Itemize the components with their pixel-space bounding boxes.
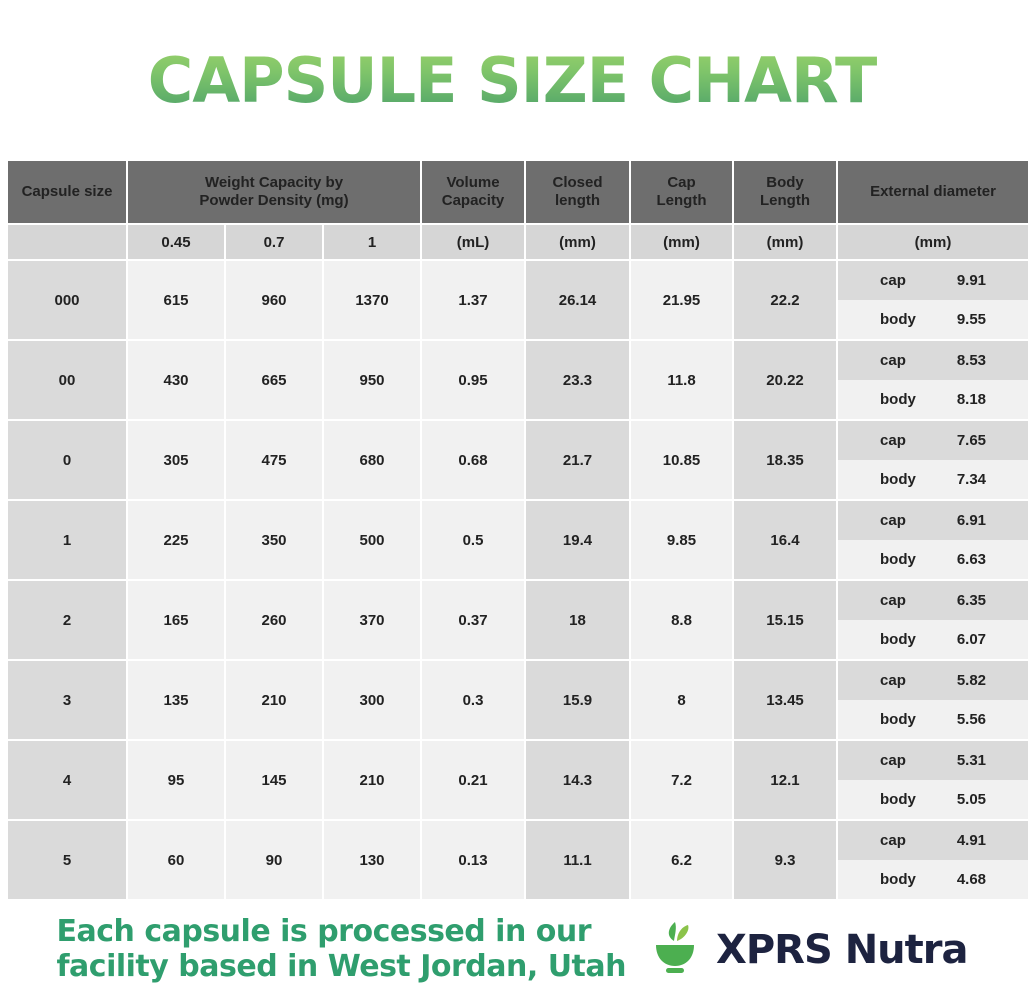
external-diameter-body-value: 8.18 (956, 391, 987, 409)
external-diameter-cap-value: 9.91 (956, 272, 987, 290)
external-diameter-body-row (838, 380, 1028, 419)
cell-weight-07: 90 (226, 821, 322, 899)
external-diameter-cap-value: 6.35 (956, 592, 987, 610)
table-row (8, 581, 1028, 659)
cell-closed-length: 26.14 (526, 261, 629, 339)
cell-body-length: 18.35 (734, 421, 836, 499)
subheader-row (8, 225, 1028, 259)
subheader-ext-unit: (mm) (838, 225, 1028, 259)
cell-weight-045: 135 (128, 661, 224, 739)
table-container (0, 159, 1024, 901)
cell-capsule-size: 4 (8, 741, 126, 819)
cell-weight-1: 1370 (324, 261, 420, 339)
external-diameter-pair (838, 501, 1028, 579)
cell-weight-045: 305 (128, 421, 224, 499)
header-capsule-size: Capsule size (8, 161, 126, 223)
table-row (8, 421, 1028, 499)
cell-external-diameter (838, 661, 1028, 739)
external-diameter-body-label: body (880, 791, 916, 809)
external-diameter-cap-value: 5.31 (956, 752, 987, 770)
external-diameter-body-row (838, 860, 1028, 899)
cell-external-diameter (838, 421, 1028, 499)
cell-weight-045: 165 (128, 581, 224, 659)
cell-volume: 0.21 (422, 741, 524, 819)
cell-weight-045: 225 (128, 501, 224, 579)
external-diameter-cap-value: 5.82 (956, 672, 987, 690)
external-diameter-cap-row (838, 661, 1028, 700)
external-diameter-cap-value: 8.53 (956, 352, 987, 370)
cell-body-length: 20.22 (734, 341, 836, 419)
cell-body-length: 15.15 (734, 581, 836, 659)
external-diameter-body-row (838, 300, 1028, 339)
cell-weight-07: 665 (226, 341, 322, 419)
header-row (8, 161, 1028, 223)
cell-closed-length: 11.1 (526, 821, 629, 899)
cell-external-diameter (838, 341, 1028, 419)
cell-weight-1: 680 (324, 421, 420, 499)
cell-body-length: 13.45 (734, 661, 836, 739)
cell-cap-length: 21.95 (631, 261, 732, 339)
external-diameter-cap-label: cap (880, 592, 906, 610)
table-header (8, 161, 1028, 259)
table-row (8, 661, 1028, 739)
external-diameter-body-row (838, 540, 1028, 579)
external-diameter-cap-row (838, 501, 1028, 540)
header-body-length-line2: Length (760, 192, 811, 210)
external-diameter-body-value: 6.07 (956, 631, 987, 649)
external-diameter-body-row (838, 460, 1028, 499)
header-closed-length (526, 161, 629, 223)
external-diameter-pair (838, 581, 1028, 659)
external-diameter-body-label: body (880, 391, 916, 409)
cell-volume: 0.68 (422, 421, 524, 499)
external-diameter-body-label: body (880, 711, 916, 729)
header-volume-capacity (422, 161, 524, 223)
cell-body-length: 16.4 (734, 501, 836, 579)
external-diameter-cap-row (838, 741, 1028, 780)
header-volume-capacity-line2: Capacity (441, 192, 505, 210)
external-diameter-body-label: body (880, 471, 916, 489)
brand-name: XPRS Nutra (716, 926, 968, 973)
external-diameter-cap-value: 7.65 (956, 432, 987, 450)
cell-cap-length: 11.8 (631, 341, 732, 419)
external-diameter-body-label: body (880, 871, 916, 889)
cell-volume: 0.13 (422, 821, 524, 899)
cell-weight-07: 210 (226, 661, 322, 739)
cell-capsule-size: 0 (8, 421, 126, 499)
cell-cap-length: 10.85 (631, 421, 732, 499)
header-closed-length-line1: Closed (552, 174, 603, 192)
cell-weight-07: 350 (226, 501, 322, 579)
external-diameter-body-value: 9.55 (956, 311, 987, 329)
header-cap-length-line2: Length (656, 192, 707, 210)
external-diameter-body-value: 6.63 (956, 551, 987, 569)
external-diameter-body-value: 7.34 (956, 471, 987, 489)
footer-text (57, 915, 627, 984)
mortar-and-leaf-icon (644, 916, 706, 983)
table-row (8, 341, 1028, 419)
cell-capsule-size: 2 (8, 581, 126, 659)
cell-capsule-size: 000 (8, 261, 126, 339)
cell-closed-length: 15.9 (526, 661, 629, 739)
header-volume-capacity-line1: Volume (446, 174, 500, 192)
table-body (8, 261, 1028, 899)
cell-cap-length: 8.8 (631, 581, 732, 659)
cell-external-diameter (838, 741, 1028, 819)
capsule-size-table (6, 159, 1030, 901)
external-diameter-cap-row (838, 261, 1028, 300)
cell-weight-1: 210 (324, 741, 420, 819)
cell-closed-length: 23.3 (526, 341, 629, 419)
subheader-density-07: 0.7 (226, 225, 322, 259)
cell-external-diameter (838, 261, 1028, 339)
cell-weight-045: 615 (128, 261, 224, 339)
subheader-blank (8, 225, 126, 259)
subheader-cap-unit: (mm) (631, 225, 732, 259)
cell-weight-07: 475 (226, 421, 322, 499)
cell-external-diameter (838, 821, 1028, 899)
cell-weight-045: 60 (128, 821, 224, 899)
external-diameter-body-label: body (880, 551, 916, 569)
external-diameter-pair (838, 741, 1028, 819)
cell-body-length: 12.1 (734, 741, 836, 819)
external-diameter-cap-label: cap (880, 272, 906, 290)
cell-closed-length: 14.3 (526, 741, 629, 819)
cell-closed-length: 19.4 (526, 501, 629, 579)
cell-volume: 0.95 (422, 341, 524, 419)
external-diameter-body-row (838, 620, 1028, 659)
cell-cap-length: 9.85 (631, 501, 732, 579)
header-weight-capacity-line1: Weight Capacity by (204, 174, 344, 192)
cell-external-diameter (838, 501, 1028, 579)
header-weight-capacity-line2: Powder Density (mg) (199, 192, 349, 210)
table-row (8, 501, 1028, 579)
footer (0, 901, 1024, 990)
external-diameter-pair (838, 821, 1028, 899)
external-diameter-cap-label: cap (880, 832, 906, 850)
footer-line-2: facility based in West Jordan, Utah (56, 948, 626, 984)
external-diameter-body-row (838, 780, 1028, 819)
cell-external-diameter (838, 581, 1028, 659)
cell-weight-07: 260 (226, 581, 322, 659)
cell-weight-07: 960 (226, 261, 322, 339)
cell-weight-1: 300 (324, 661, 420, 739)
external-diameter-pair (838, 341, 1028, 419)
table-row (8, 821, 1028, 899)
external-diameter-body-label: body (880, 631, 916, 649)
cell-cap-length: 8 (631, 661, 732, 739)
table-row (8, 741, 1028, 819)
cell-volume: 0.37 (422, 581, 524, 659)
cell-volume: 1.37 (422, 261, 524, 339)
cell-weight-1: 950 (324, 341, 420, 419)
external-diameter-cap-label: cap (880, 512, 906, 530)
page-title: CAPSULE SIZE CHART (0, 42, 1024, 118)
cell-weight-045: 95 (128, 741, 224, 819)
table-row (8, 261, 1028, 339)
cell-volume: 0.5 (422, 501, 524, 579)
external-diameter-pair (838, 261, 1028, 339)
header-external-diameter: External diameter (838, 161, 1028, 223)
subheader-closed-unit: (mm) (526, 225, 629, 259)
header-weight-capacity (128, 161, 420, 223)
subheader-density-045: 0.45 (128, 225, 224, 259)
external-diameter-cap-value: 6.91 (956, 512, 987, 530)
cell-closed-length: 21.7 (526, 421, 629, 499)
external-diameter-cap-label: cap (880, 672, 906, 690)
cell-body-length: 9.3 (734, 821, 836, 899)
cell-body-length: 22.2 (734, 261, 836, 339)
external-diameter-cap-label: cap (880, 752, 906, 770)
external-diameter-cap-row (838, 341, 1028, 380)
external-diameter-body-row (838, 700, 1028, 739)
subheader-body-unit: (mm) (734, 225, 836, 259)
cell-capsule-size: 1 (8, 501, 126, 579)
cell-cap-length: 6.2 (631, 821, 732, 899)
header-closed-length-line2: length (555, 192, 601, 210)
external-diameter-body-label: body (880, 311, 916, 329)
header-cap-length-line1: Cap (667, 174, 696, 192)
footer-line-1: Each capsule is processed in our (56, 914, 592, 950)
cell-capsule-size: 3 (8, 661, 126, 739)
header-body-length (734, 161, 836, 223)
external-diameter-pair (838, 661, 1028, 739)
external-diameter-cap-label: cap (880, 432, 906, 450)
header-cap-length (631, 161, 732, 223)
cell-weight-045: 430 (128, 341, 224, 419)
header-body-length-line1: Body (766, 174, 804, 192)
cell-closed-length: 18 (526, 581, 629, 659)
external-diameter-pair (838, 421, 1028, 499)
external-diameter-cap-row (838, 581, 1028, 620)
cell-weight-07: 145 (226, 741, 322, 819)
external-diameter-cap-row (838, 821, 1028, 860)
external-diameter-cap-value: 4.91 (956, 832, 987, 850)
capsule-size-chart-page (0, 42, 1024, 1008)
subheader-volume-unit: (mL) (422, 225, 524, 259)
external-diameter-cap-row (838, 421, 1028, 460)
cell-capsule-size: 00 (8, 341, 126, 419)
subheader-density-1: 1 (324, 225, 420, 259)
cell-capsule-size: 5 (8, 821, 126, 899)
cell-cap-length: 7.2 (631, 741, 732, 819)
external-diameter-cap-label: cap (880, 352, 906, 370)
external-diameter-body-value: 5.05 (956, 791, 987, 809)
cell-weight-1: 370 (324, 581, 420, 659)
brand-lockup (644, 916, 967, 983)
cell-weight-1: 500 (324, 501, 420, 579)
cell-volume: 0.3 (422, 661, 524, 739)
external-diameter-body-value: 4.68 (956, 871, 987, 889)
external-diameter-body-value: 5.56 (956, 711, 987, 729)
cell-weight-1: 130 (324, 821, 420, 899)
